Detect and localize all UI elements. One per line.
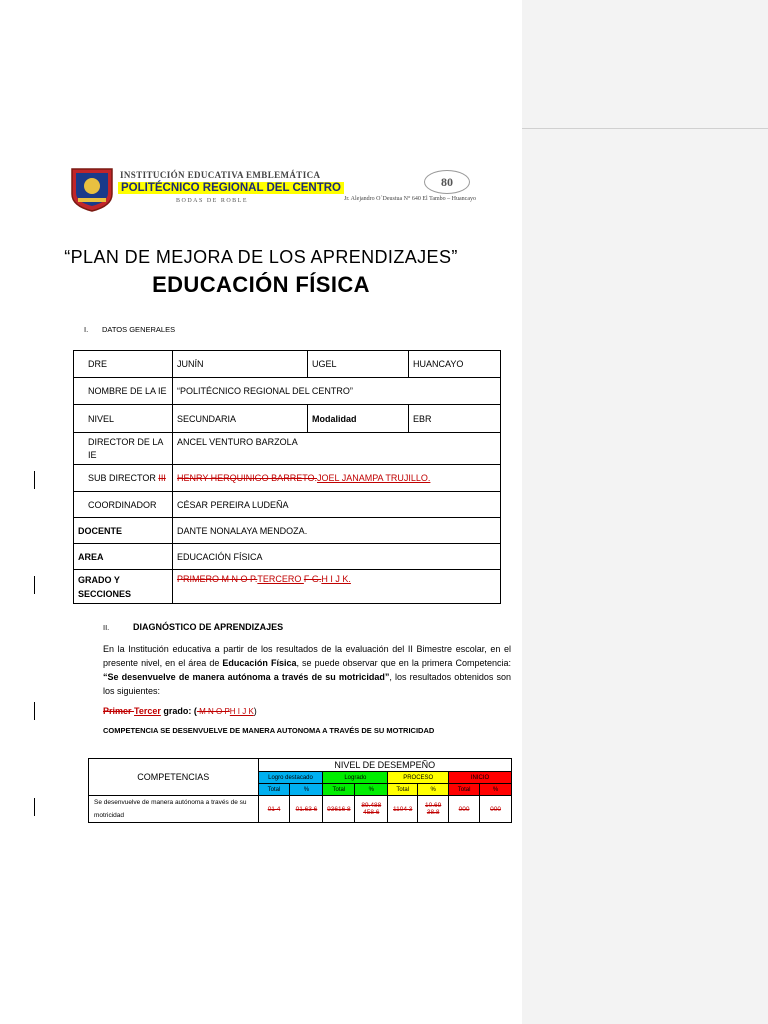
grado-inserted: TERCERO — [257, 574, 304, 584]
section-title: DIAGNÓSTICO DE APRENDIZAJES — [133, 622, 284, 632]
table-row — [74, 570, 501, 604]
sub-header-cell: % — [355, 784, 388, 796]
subdirector-label — [74, 465, 173, 492]
competencia-heading: COMPETENCIA SE DESENVUELVE DE MANERA AUTONOMA A TRAVÉS DE SU MOTRICIDAD — [103, 726, 435, 735]
grado-inserted-2: H I J K. — [321, 574, 351, 584]
comments-pane-divider — [522, 128, 768, 129]
table-row — [74, 544, 501, 570]
sub-header-cell: Total — [388, 784, 418, 796]
change-bar — [34, 798, 35, 816]
result-cell: 89.488 458 6 — [355, 796, 388, 823]
results-table — [88, 758, 512, 823]
dre-label: DRE — [74, 351, 173, 378]
letterhead — [66, 160, 506, 220]
institution-name: POLITÉCNICO REGIONAL DEL CENTRO — [118, 182, 344, 194]
change-bar — [34, 471, 35, 489]
general-data-table — [73, 350, 501, 604]
grado-line-sections-deleted: M N O P — [196, 707, 230, 716]
subdirector-label-deleted: III — [158, 473, 166, 483]
change-bar — [34, 576, 35, 594]
table-row — [89, 796, 512, 823]
sub-header-cell: Total — [258, 784, 290, 796]
results-header-competencias: COMPETENCIAS — [89, 759, 259, 796]
anniversary-logo: 80 — [424, 170, 470, 194]
table-row — [74, 351, 501, 378]
director-value: ANCEL VENTURO BARZOLA — [173, 433, 501, 465]
section-number: II. — [103, 623, 110, 632]
ie-label: NOMBRE DE LA IE — [74, 378, 173, 405]
docente-value: DANTE NONALAYA MENDOZA. — [173, 518, 501, 544]
section-heading-diagnostic — [103, 622, 283, 632]
sub-header-cell: Total — [323, 784, 355, 796]
modalidad-value: EBR — [409, 405, 501, 433]
ie-value: “POLITÉCNICO REGIONAL DEL CENTRO” — [173, 378, 501, 405]
comments-pane — [522, 0, 768, 1024]
sub-header-cell: % — [418, 784, 449, 796]
institution-address: Jr. Alejandro O´Deustua N° 640 El Tambo – Huancayo — [344, 196, 477, 202]
paragraph-text-1: En la Institución educativa a partir de los resultados de la evaluación del II Bimestre escolar, en el presente nivel, en el área de — [103, 644, 511, 668]
institution-top-text: INSTITUCIÓN EDUCATIVA EMBLEMÁTICA — [120, 170, 321, 180]
result-cell: 93616 8 — [323, 796, 355, 823]
level-proceso: PROCESO — [388, 772, 449, 784]
level-inicio: INICIO — [449, 772, 512, 784]
level-logrado: Logrado — [323, 772, 388, 784]
result-cell: 01.63 6 — [290, 796, 323, 823]
nivel-value: SECUNDARIA — [173, 405, 308, 433]
grado-deleted: PRIMERO M N O P. — [177, 574, 258, 584]
school-crest-icon — [68, 166, 116, 212]
ugel-value: HUANCAYO — [409, 351, 501, 378]
grado-line-inserted: Tercer — [134, 706, 161, 716]
sub-header-cell: % — [290, 784, 323, 796]
docente-label: DOCENTE — [74, 518, 173, 544]
results-competencia: Se desenvuelve de manera autónoma a través de su motricidad — [89, 796, 259, 823]
table-row — [74, 518, 501, 544]
paragraph-bold-1: Educación Física — [222, 658, 297, 668]
table-row — [74, 405, 501, 433]
result-cell: 10.69 38.8 — [418, 796, 449, 823]
subdirector-label-text: SUB DIRECTOR — [88, 473, 159, 483]
modalidad-label: Modalidad — [308, 405, 409, 433]
sub-header-cell: Total — [449, 784, 480, 796]
change-bar — [34, 702, 35, 720]
paragraph-bold-2: “Se desenvuelve de manera autónoma a través de su motricidad” — [103, 672, 390, 682]
grado-value — [173, 570, 501, 604]
grado-label: GRADO Y SECCIONES — [74, 570, 173, 604]
grado-line — [103, 706, 257, 716]
sub-header-cell: % — [480, 784, 512, 796]
section-title: DATOS GENERALES — [102, 325, 176, 334]
diagnostic-paragraph — [103, 642, 511, 698]
grado-line-sections-inserted: H I J K — [229, 707, 254, 716]
table-row — [74, 433, 501, 465]
result-cell: 000 — [449, 796, 480, 823]
section-number: I. — [84, 325, 89, 334]
table-row — [74, 378, 501, 405]
grado-line-label: grado: ( — [160, 706, 197, 716]
level-logro-destacado: Logro destacado — [258, 772, 323, 784]
table-row — [89, 759, 512, 772]
result-cell: 1104 3 — [388, 796, 418, 823]
grado-line-close: ) — [253, 706, 257, 716]
area-label: AREA — [74, 544, 173, 570]
ugel-label: UGEL — [308, 351, 409, 378]
results-header-nivel: NIVEL DE DESEMPEÑO — [258, 759, 511, 772]
coordinator-value: CÉSAR PEREIRA LUDEÑA — [173, 492, 501, 518]
paragraph-text-3: , los resultados obtenidos son los siguientes: — [103, 672, 511, 696]
coordinator-label: COORDINADOR — [74, 492, 173, 518]
grado-deleted-2: F G. — [303, 574, 322, 584]
paragraph-text-2: , se puede observar que en la primera Competencia: — [296, 658, 511, 668]
section-heading-general — [84, 325, 175, 334]
table-row — [74, 492, 501, 518]
institution-subtitle: BODAS DE ROBLE — [176, 198, 249, 204]
director-label: DIRECTOR DE LA IE — [74, 433, 173, 465]
result-cell: 000 — [480, 796, 512, 823]
table-row — [74, 465, 501, 492]
subdirector-inserted: JOEL JANAMPA TRUJILLO. — [317, 473, 431, 483]
grado-line-deleted: Primer — [103, 706, 135, 716]
subdirector-deleted: HENRY HERQUINIGO BARRETO. — [177, 473, 318, 483]
dre-value: JUNÍN — [173, 351, 308, 378]
result-cell: 01 4 — [258, 796, 290, 823]
nivel-label: NIVEL — [74, 405, 173, 433]
area-value: EDUCACIÓN FÍSICA — [173, 544, 501, 570]
subdirector-value — [173, 465, 501, 492]
document-title: “PLAN DE MEJORA DE LOS APRENDIZAJES” — [64, 247, 458, 267]
document-subtitle: EDUCACIÓN FÍSICA — [152, 272, 370, 297]
